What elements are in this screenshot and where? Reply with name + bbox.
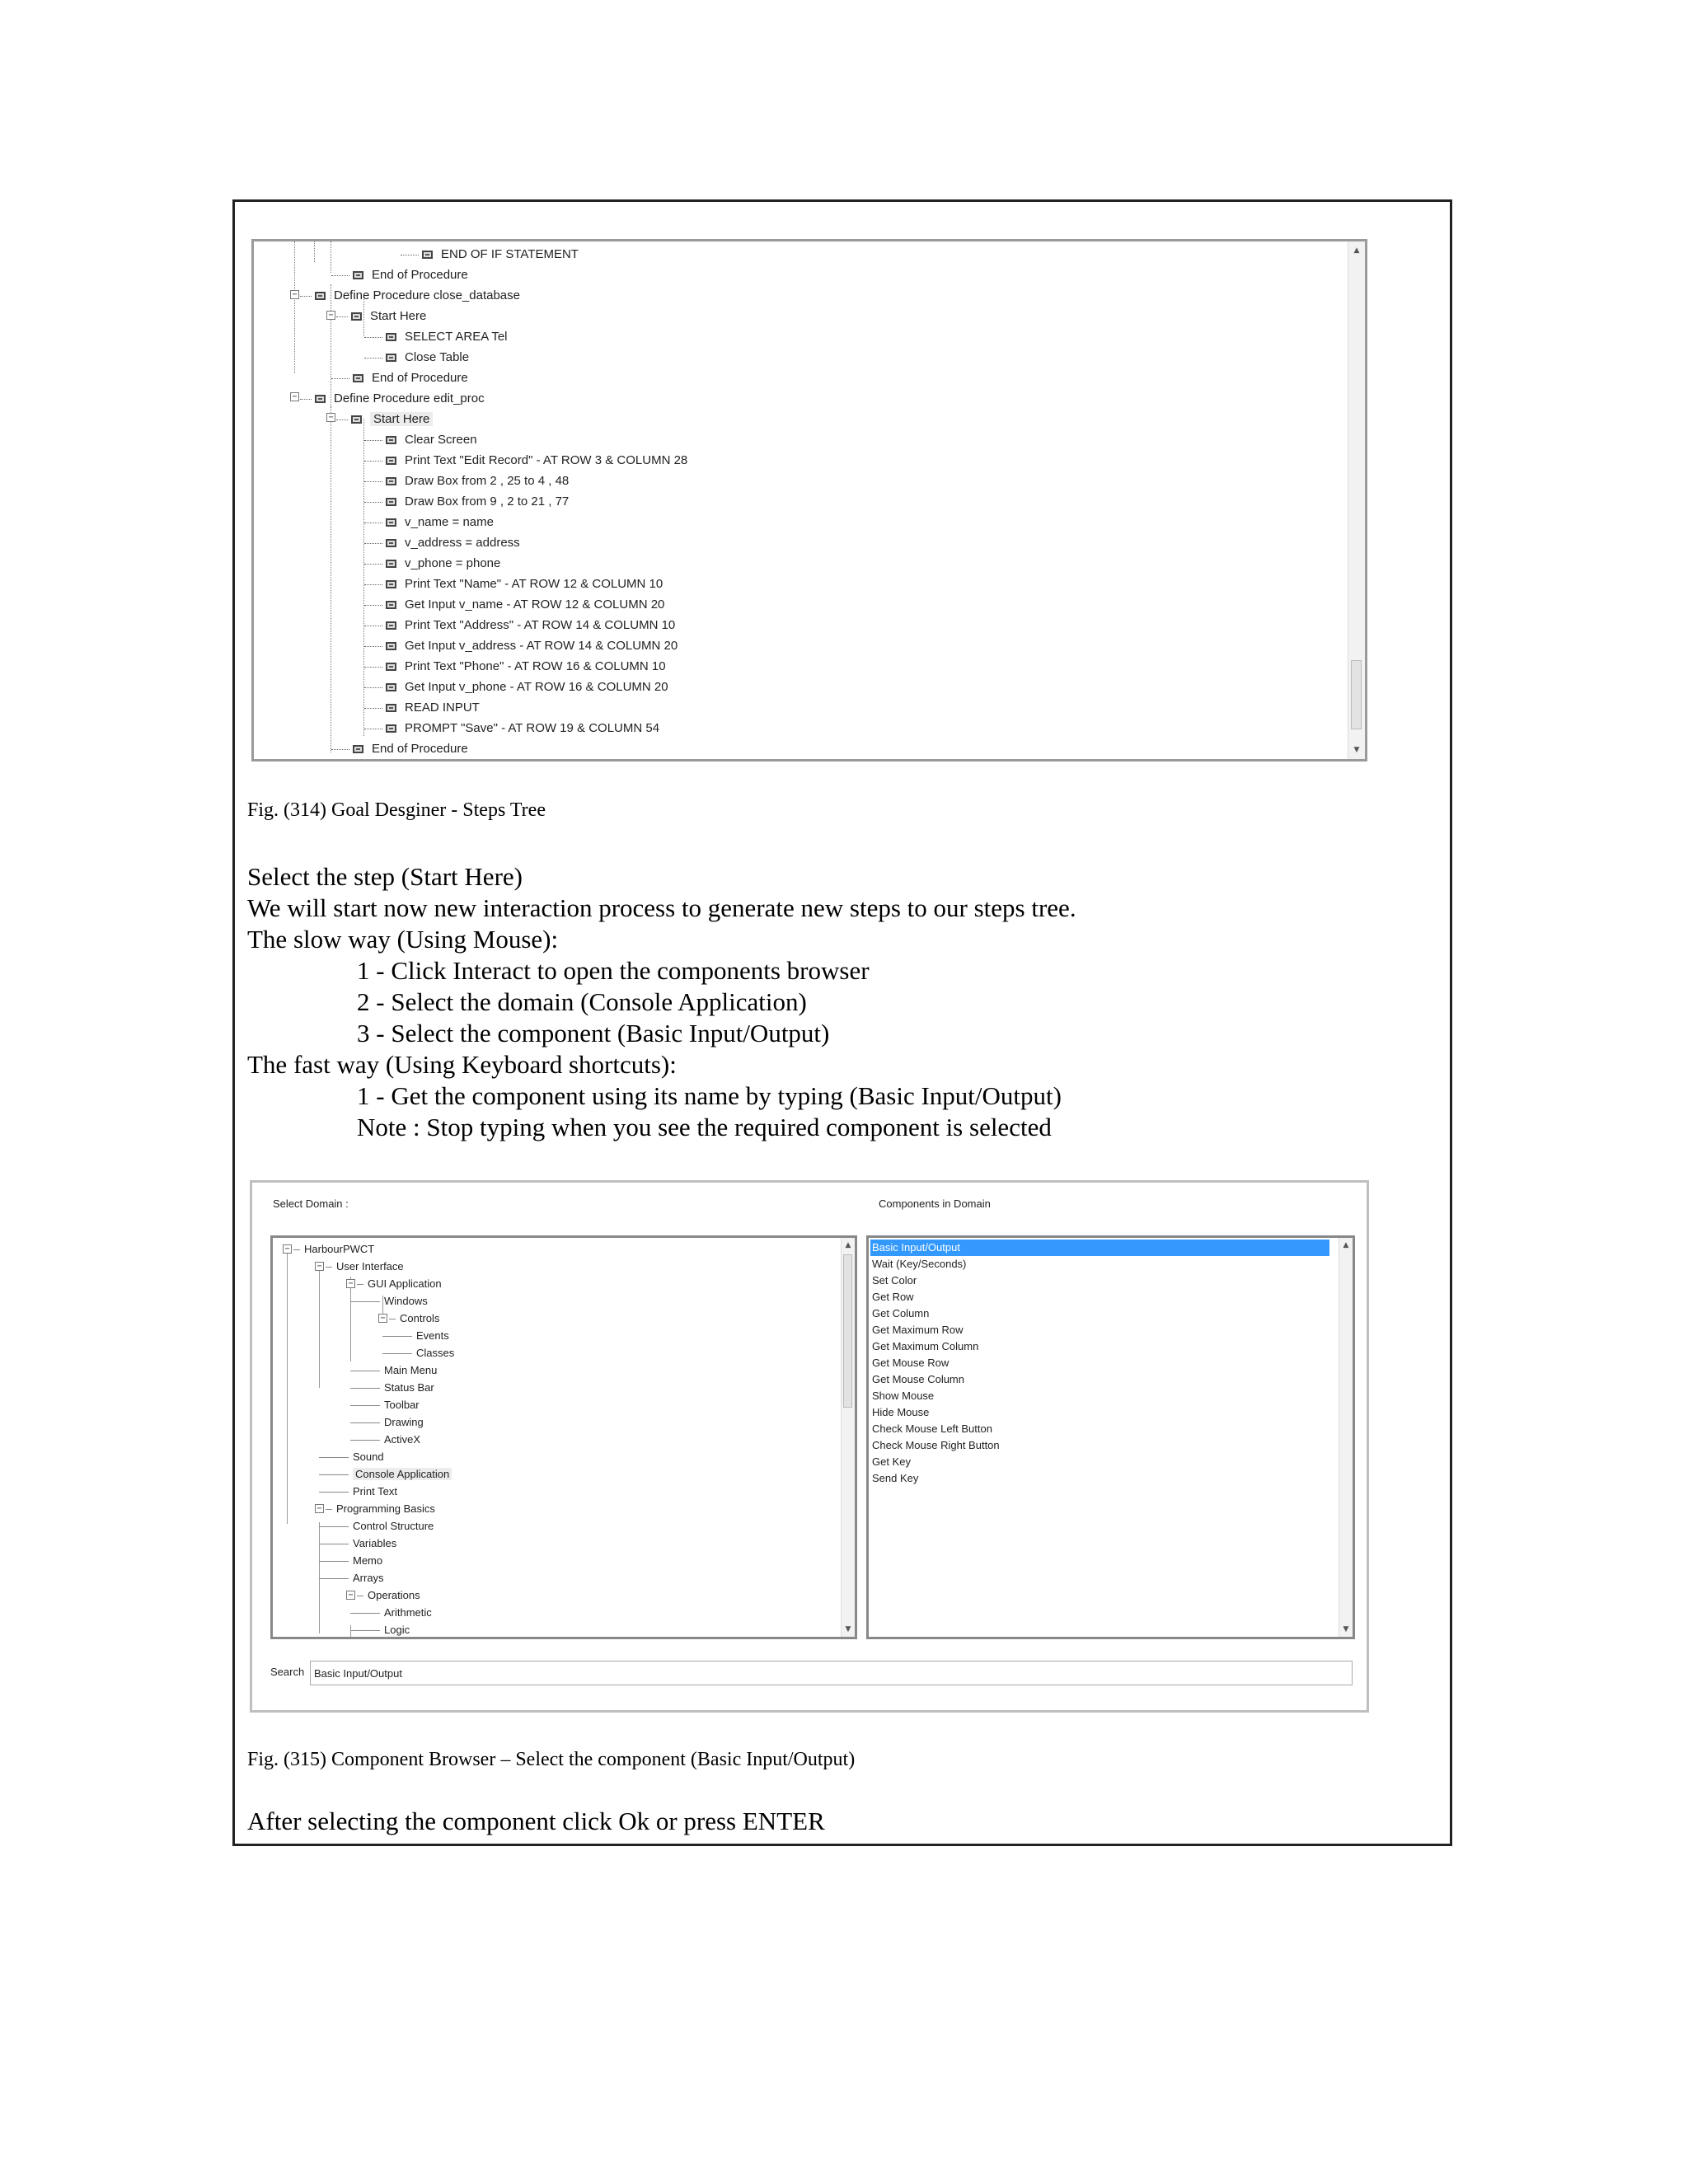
step-label: Print Text "Edit Record" - AT ROW 3 & COLUMN 28	[405, 453, 688, 467]
tree-connector	[331, 378, 349, 379]
component-item[interactable]: Get Maximum Row	[872, 1324, 964, 1336]
collapse-toggle[interactable]: −	[346, 1591, 355, 1600]
domain-label: Main Menu	[384, 1364, 438, 1376]
step-icon	[386, 333, 396, 341]
tree-connector	[350, 1613, 380, 1614]
domain-label: Controls	[400, 1312, 440, 1324]
instruction-line: The fast way (Using Keyboard shortcuts):	[247, 1050, 677, 1079]
step-label: End of Procedure	[372, 371, 468, 385]
collapse-toggle[interactable]: −	[326, 413, 335, 422]
instruction-step: 2 - Select the domain (Console Application)	[357, 987, 807, 1016]
step-icon	[386, 683, 396, 691]
step-label: v_address = address	[405, 536, 520, 550]
tree-guide-line	[319, 1263, 320, 1388]
domain-label: Status Bar	[384, 1381, 434, 1394]
step-label: Draw Box from 2 , 25 to 4 , 48	[405, 474, 570, 488]
tree-step[interactable]	[364, 594, 664, 615]
tree-connector	[319, 1561, 349, 1562]
step-label: Draw Box from 9 , 2 to 21 , 77	[405, 494, 570, 509]
domain-tree[interactable]	[270, 1235, 857, 1639]
domain-node[interactable]	[350, 1604, 432, 1621]
domain-node[interactable]	[350, 1379, 434, 1396]
step-icon	[386, 436, 396, 444]
domain-node[interactable]	[350, 1621, 410, 1638]
collapse-toggle[interactable]: −	[315, 1262, 324, 1271]
domain-node[interactable]	[319, 1517, 434, 1535]
domain-node[interactable]	[389, 1310, 439, 1327]
search-label: Search	[270, 1666, 305, 1678]
domain-label: Classes	[416, 1347, 455, 1359]
step-label: PROMPT "Save" - AT ROW 19 & COLUMN 54	[405, 721, 660, 735]
step-icon	[353, 374, 363, 382]
tree-step[interactable]	[331, 368, 468, 388]
step-label: READ INPUT	[405, 701, 480, 715]
tree-guide-line	[287, 1249, 288, 1524]
collapse-toggle[interactable]: −	[283, 1244, 292, 1254]
component-item[interactable]: Set Color	[872, 1274, 917, 1286]
domain-label: Events	[416, 1329, 449, 1342]
tree-step[interactable]	[364, 450, 687, 471]
step-icon	[386, 580, 396, 588]
step-label: Get Input v_address - AT ROW 14 & COLUMN 20	[405, 639, 678, 653]
domain-node[interactable]	[350, 1431, 420, 1448]
step-icon	[386, 498, 396, 506]
domain-node[interactable]	[350, 1413, 424, 1431]
domain-label: ActiveX	[384, 1433, 421, 1446]
tree-step[interactable]	[364, 347, 469, 368]
collapse-toggle[interactable]: −	[290, 392, 299, 401]
tree-guide-line	[314, 241, 315, 262]
select-domain-label: Select Domain :	[273, 1197, 349, 1210]
tree-step[interactable]	[364, 615, 675, 635]
step-icon	[386, 539, 396, 547]
instruction-line: We will start now new interaction process to generate new steps to our steps tree.	[247, 893, 1076, 922]
tree-connector	[336, 316, 348, 317]
tree-connector	[382, 1336, 412, 1337]
step-icon	[386, 354, 396, 362]
step-label: Define Procedure close_database	[334, 288, 520, 302]
step-icon	[386, 642, 396, 650]
tree-step[interactable]	[364, 429, 477, 450]
step-label: SELECT AREA Tel	[405, 330, 508, 344]
domain-label: Windows	[384, 1295, 428, 1307]
tree-step[interactable]	[331, 265, 468, 285]
tree-connector	[364, 708, 382, 709]
tree-step[interactable]	[331, 738, 468, 759]
domain-label: GUI Application	[368, 1277, 442, 1290]
components-in-domain-label: Components in Domain	[879, 1197, 991, 1210]
step-icon	[353, 271, 363, 279]
collapse-toggle[interactable]: −	[378, 1314, 387, 1323]
tree-connector	[364, 646, 382, 647]
component-item[interactable]: Get Key	[872, 1455, 911, 1468]
tree-step[interactable]	[300, 285, 520, 306]
step-icon	[386, 560, 396, 568]
step-icon	[351, 312, 362, 321]
collapse-toggle[interactable]: −	[315, 1504, 324, 1513]
component-item[interactable]: Wait (Key/Seconds)	[872, 1258, 967, 1270]
scroll-up-arrow-icon[interactable]: ▲	[1353, 246, 1360, 255]
tree-connector	[336, 419, 348, 420]
domain-node[interactable]	[319, 1448, 384, 1465]
domain-node[interactable]	[326, 1500, 435, 1517]
collapse-toggle[interactable]: −	[290, 290, 299, 299]
domain-label: Arithmetic	[384, 1606, 432, 1619]
domain-vertical-scrollbar[interactable]	[841, 1238, 855, 1637]
domain-label: HarbourPWCT	[304, 1243, 375, 1255]
scroll-down-arrow-icon[interactable]: ▼	[1353, 746, 1360, 754]
step-icon	[386, 724, 396, 733]
tree-step[interactable]	[364, 553, 500, 574]
tree-connector	[300, 399, 312, 400]
domain-node[interactable]	[319, 1569, 384, 1586]
domain-node[interactable]	[293, 1240, 374, 1258]
tree-connector	[350, 1405, 380, 1406]
step-label: End of Procedure	[372, 268, 468, 282]
tree-connector	[319, 1492, 349, 1493]
scroll-up-arrow-icon[interactable]: ▲	[845, 1241, 851, 1249]
tree-connector	[364, 605, 382, 606]
collapse-toggle[interactable]: −	[346, 1279, 355, 1288]
instruction-step: 1 - Get the component using its name by typing (Basic Input/Output)	[357, 1081, 1062, 1110]
tree-step[interactable]	[364, 326, 508, 347]
tree-connector	[319, 1457, 349, 1458]
tree-connector	[350, 1630, 380, 1631]
domain-label: Sound	[353, 1451, 384, 1463]
domain-label: Operations	[368, 1589, 420, 1601]
tree-connector	[331, 275, 349, 276]
domain-label: Control Structure	[353, 1520, 434, 1532]
instruction-step: 3 - Select the component (Basic Input/Output)	[357, 1019, 830, 1047]
domain-node[interactable]	[319, 1535, 396, 1552]
step-icon	[353, 745, 363, 753]
tree-connector	[364, 543, 382, 544]
step-icon	[386, 457, 396, 465]
component-browser	[250, 1180, 1369, 1713]
domain-label: Variables	[353, 1537, 397, 1549]
domain-node[interactable]	[350, 1396, 420, 1413]
tree-connector	[364, 584, 382, 585]
step-icon	[351, 415, 362, 424]
step-label: Print Text "Name" - AT ROW 12 & COLUMN 10	[405, 577, 663, 591]
domain-label: Arrays	[353, 1572, 384, 1584]
tree-connector	[357, 1284, 363, 1285]
step-label: Print Text "Address" - AT ROW 14 & COLUMN 10	[405, 618, 676, 632]
instruction-step: 1 - Click Interact to open the components browser	[357, 956, 870, 985]
domain-label: Memo	[353, 1554, 383, 1567]
component-item[interactable]: Show Mouse	[872, 1390, 935, 1402]
tree-connector	[350, 1388, 380, 1389]
domain-node[interactable]	[326, 1258, 404, 1275]
step-label: Define Procedure edit_proc	[334, 391, 485, 405]
tree-step[interactable]	[401, 244, 579, 265]
tree-step[interactable]	[364, 635, 678, 656]
tree-connector	[319, 1474, 349, 1475]
step-label: Clear Screen	[405, 433, 477, 447]
domain-label: Drawing	[384, 1416, 424, 1428]
tree-connector	[364, 564, 382, 565]
domain-node[interactable]	[350, 1292, 428, 1310]
tree-step[interactable]	[364, 491, 569, 512]
step-icon	[386, 477, 396, 485]
step-icon	[386, 621, 396, 630]
step-label: v_name = name	[405, 515, 494, 529]
tree-step[interactable]	[364, 718, 659, 738]
tree-connector	[364, 667, 382, 668]
component-item[interactable]: Send Key	[872, 1472, 919, 1484]
domain-label: Print Text	[353, 1485, 397, 1497]
step-label: END OF IF STATEMENT	[441, 247, 579, 261]
tree-connector	[293, 1249, 300, 1250]
scroll-down-arrow-icon[interactable]: ▼	[845, 1625, 851, 1633]
tree-connector	[364, 358, 382, 359]
step-label: Get Input v_name - AT ROW 12 & COLUMN 20	[405, 598, 665, 612]
figure-315-caption: Fig. (315) Component Browser – Select the component (Basic Input/Output)	[247, 1749, 856, 1770]
domain-node[interactable]	[357, 1586, 420, 1604]
scroll-up-arrow-icon[interactable]: ▲	[1343, 1241, 1349, 1249]
tree-connector	[364, 440, 382, 441]
steps-tree	[254, 241, 1347, 759]
component-item[interactable]: Get Mouse Column	[872, 1373, 964, 1385]
component-item-selected[interactable]: Basic Input/Output	[870, 1240, 1329, 1256]
scroll-down-arrow-icon[interactable]: ▼	[1343, 1625, 1349, 1633]
tree-step[interactable]	[364, 677, 668, 697]
collapse-toggle[interactable]: −	[326, 311, 335, 320]
scroll-thumb[interactable]	[843, 1254, 852, 1408]
tree-connector	[364, 461, 382, 462]
step-label: Print Text "Phone" - AT ROW 16 & COLUMN 10	[405, 659, 666, 673]
step-label: Close Table	[405, 350, 470, 364]
tree-connector	[350, 1440, 380, 1441]
scroll-thumb[interactable]	[1351, 660, 1362, 729]
step-label: v_phone = phone	[405, 556, 501, 570]
instruction-line: Select the step (Start Here)	[247, 862, 523, 891]
component-item[interactable]: Check Mouse Left Button	[872, 1422, 992, 1435]
tree-guide-line	[294, 241, 295, 373]
step-icon	[315, 292, 326, 300]
instruction-line: The slow way (Using Mouse):	[247, 925, 559, 954]
step-icon	[315, 395, 326, 403]
tree-connector	[364, 502, 382, 503]
components-list[interactable]	[866, 1235, 1355, 1639]
domain-node[interactable]	[319, 1483, 397, 1500]
instruction-note: Note : Stop typing when you see the required component is selected	[357, 1113, 1052, 1141]
tree-connector	[364, 687, 382, 688]
tree-step[interactable]	[364, 574, 663, 594]
domain-node-selected[interactable]	[319, 1465, 452, 1483]
tree-step[interactable]	[364, 697, 480, 718]
tree-connector	[319, 1526, 349, 1527]
step-icon	[386, 704, 396, 712]
domain-label: Console Application	[353, 1468, 452, 1480]
tree-step-selected[interactable]	[336, 409, 433, 429]
tree-connector	[326, 1509, 332, 1510]
tree-step[interactable]	[364, 471, 569, 491]
domain-node[interactable]	[319, 1552, 382, 1569]
figure-314-caption: Fig. (314) Goal Desginer - Steps Tree	[247, 799, 546, 821]
tree-step[interactable]	[364, 512, 494, 532]
component-item[interactable]: Get Row	[872, 1291, 914, 1303]
tree-connector	[382, 1353, 412, 1354]
tree-connector	[364, 481, 382, 482]
tree-connector	[364, 337, 382, 338]
component-item[interactable]: Get Maximum Column	[872, 1340, 979, 1352]
tree-step[interactable]	[336, 306, 426, 326]
tree-step[interactable]	[364, 656, 666, 677]
component-item[interactable]: Check Mouse Right Button	[872, 1439, 1000, 1451]
components-vertical-scrollbar[interactable]	[1339, 1238, 1353, 1637]
step-label: Start Here	[370, 309, 427, 323]
step-label: Start Here	[370, 412, 433, 426]
domain-label: Programming Basics	[336, 1502, 435, 1515]
search-input[interactable]	[310, 1661, 1353, 1685]
tree-connector	[350, 1422, 380, 1423]
step-icon	[386, 663, 396, 671]
domain-label: Toolbar	[384, 1399, 420, 1411]
tree-connector	[331, 749, 349, 750]
domain-label: User Interface	[336, 1260, 404, 1272]
tree-step[interactable]	[300, 388, 485, 409]
component-item[interactable]: Hide Mouse	[872, 1406, 930, 1418]
domain-node[interactable]	[382, 1344, 454, 1361]
tree-guide-line	[350, 1277, 351, 1361]
component-item[interactable]: Get Column	[872, 1307, 930, 1319]
tree-step[interactable]	[364, 532, 520, 553]
domain-node[interactable]	[350, 1361, 437, 1379]
tree-connector	[300, 296, 312, 297]
tree-connector	[326, 1267, 332, 1268]
tree-vertical-scrollbar[interactable]	[1348, 241, 1365, 759]
domain-node[interactable]	[357, 1275, 442, 1292]
step-label: End of Procedure	[372, 742, 468, 756]
domain-node[interactable]	[382, 1327, 449, 1344]
tree-connector	[319, 1578, 349, 1579]
step-icon	[386, 518, 396, 527]
tree-connector	[350, 1301, 380, 1302]
final-instruction: After selecting the component click Ok or press ENTER	[247, 1807, 825, 1835]
step-icon	[386, 601, 396, 609]
step-icon	[422, 251, 433, 259]
step-label: Get Input v_phone - AT ROW 16 & COLUMN 20	[405, 680, 668, 694]
domain-label: Logic	[384, 1624, 410, 1636]
component-item[interactable]: Get Mouse Row	[872, 1357, 950, 1369]
steps-tree-panel[interactable]	[251, 239, 1367, 762]
